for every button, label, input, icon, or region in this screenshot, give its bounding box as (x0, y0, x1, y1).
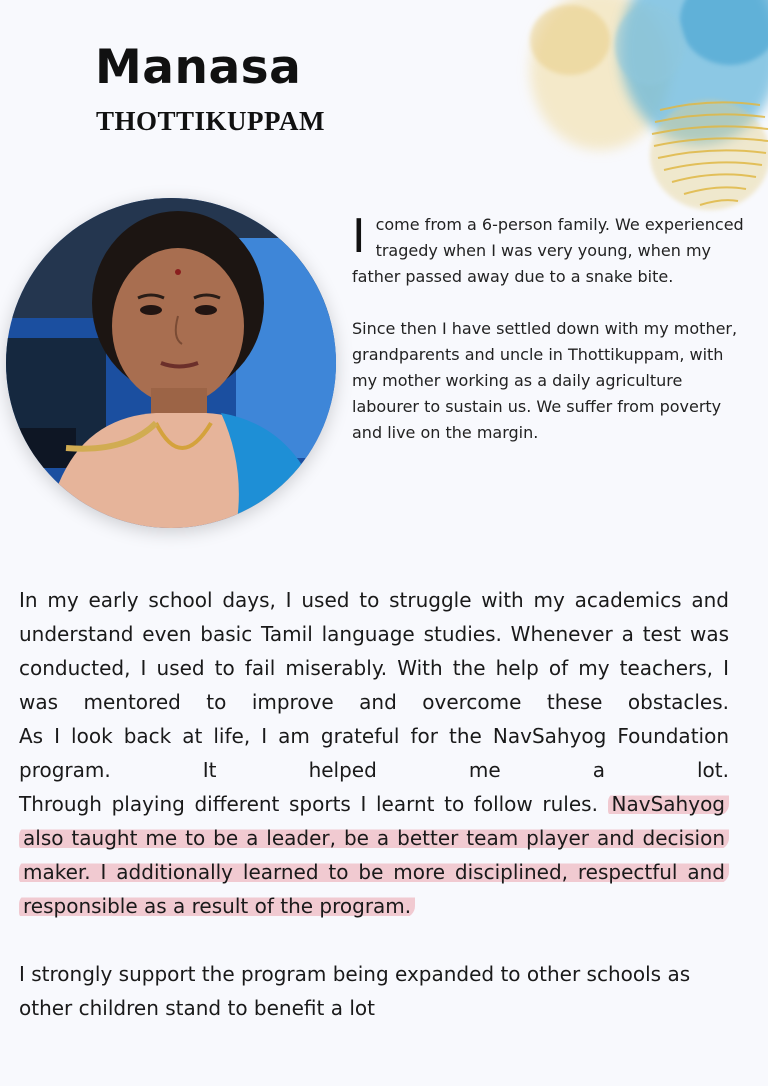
story-section (19, 583, 729, 1025)
intro-paragraph-2: Since then I have settled down with my mother, grandparents and uncle in Thottikuppam, with my mother working as a daily agriculture labourer to sustain us. We suffer from poverty and live on the margin. (352, 319, 738, 442)
page-title: Manasa (95, 40, 302, 95)
story-paragraph-1: In my early school days, I used to struggle with my academics and understand even basic Tamil language studies. Whenever a test was conducted, I used to fail miserably. With the help of my teachers, I was mentored to improve and overcome these obstacles. (19, 588, 729, 714)
village-name: THOTTIKUPPAM (96, 106, 326, 136)
highlighted-text: NavSahyog also taught me to be a leader, be a better team player and decision maker. I additionally learned to be more disciplined, respectful and responsible as a result of the program. (19, 792, 729, 918)
intro-paragraph-1: Icome from a 6-person family. We experienced tragedy when I was very young, when my father passed away due to a snake bite. (352, 209, 744, 286)
story-paragraph-4: I strongly support the program being expanded to other schools as other children stand to benefit a lot (19, 962, 691, 1020)
portrait-photo (6, 198, 336, 528)
drop-cap: I (352, 209, 366, 263)
intro-section (352, 209, 752, 472)
story-paragraph-3: Through playing different sports I learnt to follow rules. NavSahyog also taught me to be a leader, be a better team player and decision maker. I additionally learned to be more disciplined, respectful and responsible as a result of the program. (19, 787, 729, 923)
story-paragraph-2: As I look back at life, I am grateful for the NavSahyog Foundation program. It helped me a lot. (19, 724, 729, 782)
